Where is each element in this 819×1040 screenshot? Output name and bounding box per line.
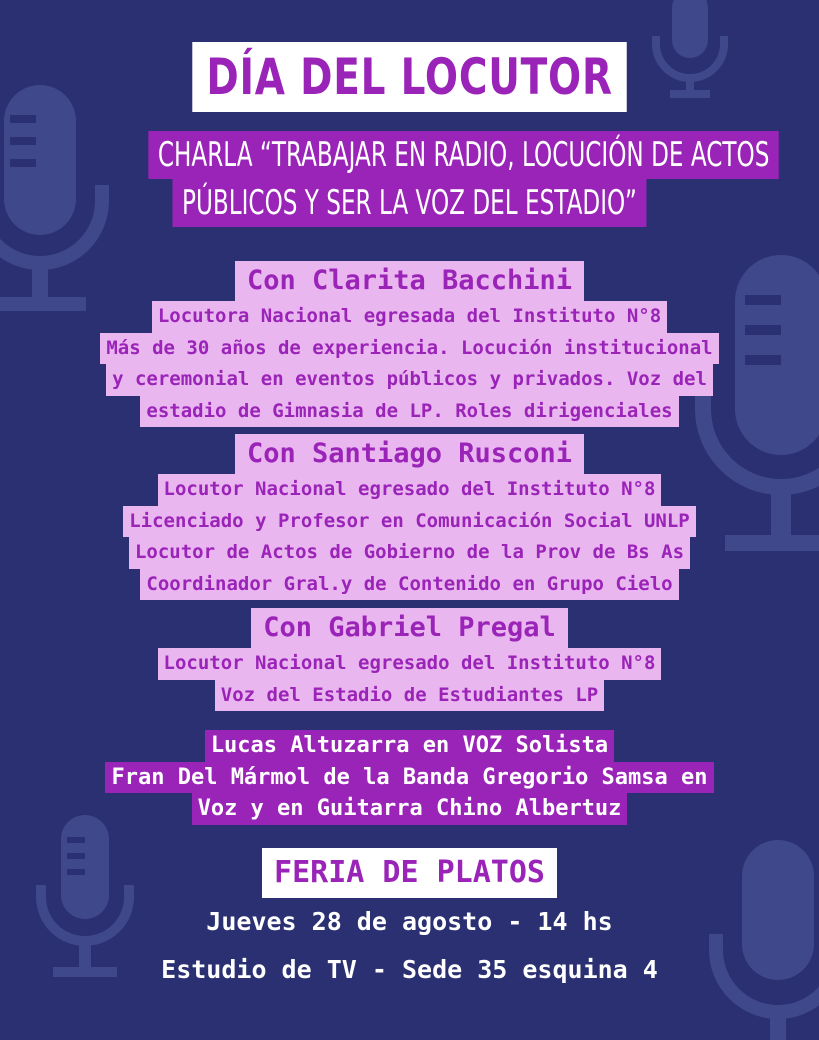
speaker-detail: Licenciado y Profesor en Comunicación Social UNLP (123, 506, 696, 538)
music-line: Voz y en Guitarra Chino Albertuz (192, 793, 628, 825)
speaker-block (0, 608, 819, 711)
feria-container (0, 848, 819, 898)
speaker-detail: Más de 30 años de experiencia. Locución institucional (100, 333, 718, 365)
charla-block (0, 131, 819, 227)
speaker-detail: estadio de Gimnasia de LP. Roles dirigenciales (140, 396, 678, 428)
speaker-detail: Locutor Nacional egresado del Instituto N°8 (158, 648, 662, 680)
music-line: Lucas Altuzarra en VOZ Solista (205, 730, 614, 762)
speaker-name: Con Clarita Bacchini (235, 261, 584, 301)
charla-line: CHARLA “TRABAJAR EN RADIO, LOCUCIÓN DE ACTOS (148, 131, 779, 179)
speaker-detail: Voz del Estadio de Estudiantes LP (215, 680, 605, 712)
charla-line: PÚBLICOS Y SER LA VOZ DEL ESTADIO” (173, 179, 647, 227)
speaker-detail: Locutora Nacional egresada del Instituto N°8 (152, 301, 667, 333)
event-location: Estudio de TV - Sede 35 esquina 4 (161, 955, 658, 984)
speaker-detail: Locutor de Actos de Gobierno de la Prov de Bs As (129, 537, 690, 569)
speaker-detail: y ceremonial en eventos públicos y privados. Voz del (106, 364, 713, 396)
speaker-detail: Locutor Nacional egresado del Instituto N°8 (158, 474, 662, 506)
speaker-name: Con Gabriel Pregal (251, 608, 568, 648)
feria-label: FERIA DE PLATOS (262, 848, 557, 898)
music-line: Fran Del Mármol de la Banda Gregorio Samsa en (105, 762, 713, 794)
music-block (0, 730, 819, 825)
speaker-detail: Coordinador Gral.y de Contenido en Grupo Cielo (140, 569, 678, 601)
speaker-block (0, 261, 819, 427)
event-title: DÍA DEL LOCUTOR (192, 42, 627, 112)
speaker-block (0, 434, 819, 600)
speaker-name: Con Santiago Rusconi (235, 434, 584, 474)
event-date: Jueves 28 de agosto - 14 hs (206, 907, 613, 936)
title-container (0, 42, 819, 112)
